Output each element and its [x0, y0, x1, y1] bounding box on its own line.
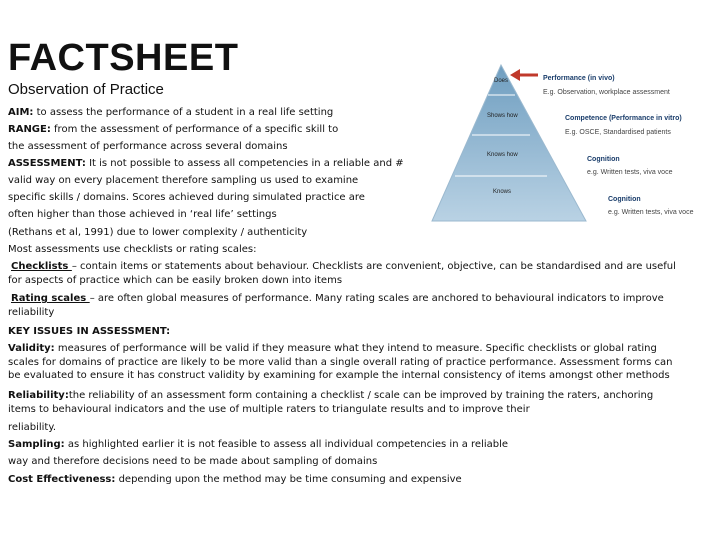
assessment-line-5: (Rethans et al, 1991) due to lower complexity / authenticity	[8, 227, 308, 238]
validity-paragraph	[8, 342, 684, 383]
assessment-line-4: often higher than those achieved in ‘real life’ settings	[8, 209, 277, 220]
range-line-2: the assessment of performance across several domains	[8, 141, 288, 152]
reliability-paragraph	[8, 389, 684, 416]
range-text: from the assessment of performance of a specific skill to	[50, 124, 339, 135]
label-performance-heading: Performance (in vivo)	[543, 75, 615, 82]
pyramid-level-does: Does	[494, 78, 509, 84]
assessment-text: It is not possible to assess all competencies in a reliable and #	[85, 158, 404, 169]
reliability-line-end: reliability.	[8, 422, 57, 433]
assessment-line-2: valid way on every placement therefore sampling us used to examine	[8, 175, 359, 186]
label-cognition-detail-2: e.g. Written tests, viva voce	[608, 209, 694, 216]
validity-label: Validity:	[8, 343, 55, 354]
arrow-icon	[510, 69, 538, 81]
page-subtitle: Observation of Practice	[8, 81, 164, 98]
assessment-line-3: specific skills / domains. Scores achieved during simulated practice are	[8, 192, 365, 203]
sampling-label: Sampling:	[8, 439, 65, 450]
label-performance-detail: E.g. Observation, workplace assessment	[543, 89, 670, 96]
rating-scales-paragraph	[8, 292, 684, 319]
reliability-text: the reliability of an assessment form containing a checklist / scale can be improved by training the raters, anchoring items to behavioural indicators and the use of multiple raters to triangulate results and to improve their	[8, 390, 654, 415]
label-competence-detail: E.g. OSCE, Standardised patients	[565, 129, 671, 136]
range-label: RANGE:	[8, 124, 51, 135]
aim-line	[8, 106, 333, 119]
reliability-label: Reliability:	[8, 390, 69, 401]
label-cognition-heading-2: Cognition	[608, 196, 641, 203]
label-cognition-detail-1: e.g. Written tests, viva voce	[587, 169, 673, 176]
checklists-text: – contain items or statements about behaviour. Checklists are convenient, objective, can be standardised and are useful for aspects of practice which can be easily broken down into items	[8, 261, 676, 286]
checklists-paragraph	[8, 260, 684, 287]
validity-text: measures of performance will be valid if they measure what they intend to measure. Specific checklists or global rating scales for domains of practice are likely to be more valid than a single overall rating of practice performance. Assessment forms can be evaluated to ensure it has construct validity by examining for example the internal consistency of items amongst other methods	[8, 343, 673, 381]
key-issues-heading: KEY ISSUES IN ASSESSMENT:	[8, 326, 171, 337]
sampling-text: as highlighted earlier it is not feasible to assess all individual competencies in a reliable	[64, 439, 509, 450]
cost-effectiveness-text: depending upon the method may be time consuming and expensive	[115, 474, 462, 485]
assessment-line	[8, 157, 404, 170]
aim-text: to assess the performance of a student in a real life setting	[33, 107, 334, 118]
pyramid-level-knows-how: Knows how	[487, 152, 518, 158]
cost-effectiveness-line	[8, 473, 462, 486]
checklists-label: Checklists	[11, 261, 72, 272]
label-cognition-heading-1: Cognition	[587, 156, 620, 163]
pyramid-level-knows: Knows	[493, 189, 512, 195]
aim-label: AIM:	[8, 107, 34, 118]
page-title: FACTSHEET	[8, 37, 239, 79]
sampling-line	[8, 438, 508, 451]
assessment-label: ASSESSMENT:	[8, 158, 86, 169]
sampling-line-2: way and therefore decisions need to be made about sampling of domains	[8, 456, 378, 467]
label-competence-heading: Competence (Performance in vitro)	[565, 115, 682, 122]
rating-scales-text: – are often global measures of performance. Many rating scales are anchored to behavioural indicators to improve reliability	[8, 293, 664, 318]
pyramid-level-shows-how: Shows how	[487, 113, 518, 119]
cost-effectiveness-label: Cost Effectiveness:	[8, 474, 116, 485]
range-line	[8, 123, 338, 136]
assessment-line-6: Most assessments use checklists or rating scales:	[8, 244, 257, 255]
rating-scales-label: Rating scales	[11, 293, 90, 304]
